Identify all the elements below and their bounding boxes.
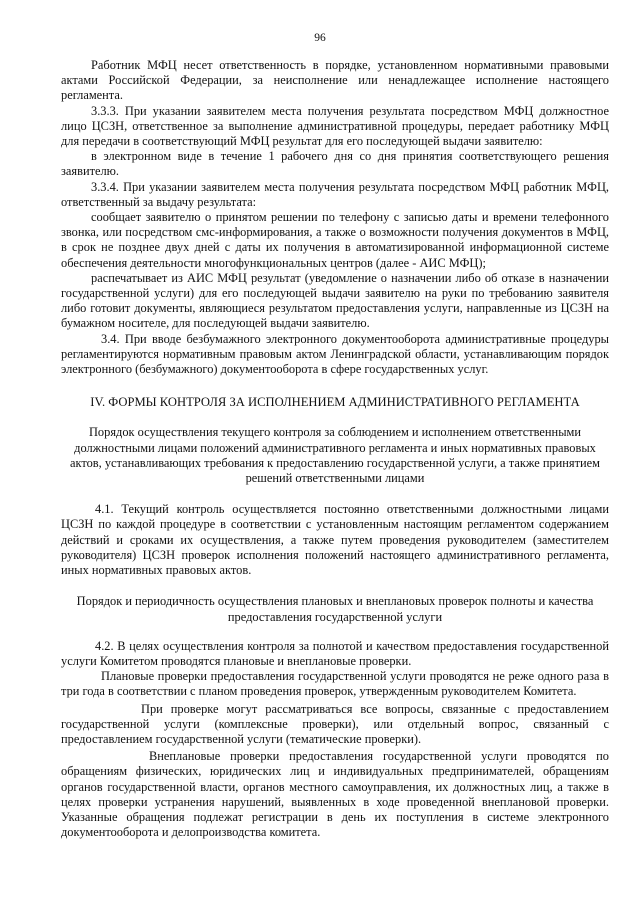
paragraph-4-2: 4.2. В целях осуществления контроля за полнотой и качеством предоставления государственной услуги Комитетом проводятся плановые и внеплановые проверки.: [61, 638, 609, 668]
paragraph-3-4: 3.4. При вводе безбумажного электронного документооборота административные процедуры регламентируются нормативным правовым актом Ленинградской области, устанавливающим порядок электронного (безбумажного) документооборота в сфере государственных услуг.: [61, 331, 609, 377]
paragraph-3-3-4: 3.3.4. При указании заявителем места получения результата посредством МФЦ работник МФЦ, ответственный за выдачу результата:: [61, 179, 609, 209]
section-title: IV. ФОРМЫ КОНТРОЛЯ ЗА ИСПОЛНЕНИЕМ АДМИНИСТРАТИВНОГО РЕГЛАМЕНТА: [90, 395, 580, 410]
page-number: 96: [314, 32, 326, 44]
document-body: [61, 58, 609, 840]
paragraph-unplanned-inspections: Внеплановые проверки предоставления государственной услуги проводятся по обращениям физических, юридических лиц и индивидуальных предпринимателей, обращениям органов государственной власти, органов местного самоуправления, их должностных лиц, а также в целях проверки устранения нарушений, выявленных в ходе проведенной внеплановой проверки. Указанные обращения подлежат регистрации в день их поступления в системе электронного документооборота и делопроизводства комитета.: [61, 749, 609, 840]
subtitle-current-control: Порядок осуществления текущего контроля за соблюдением и исполнением ответственными должностными лицами положений административного регламента и иных нормативных правовых актов, устанавливающих требования к предоставлению государственной услуги, а также принятием решений ответственными лицами: [69, 425, 601, 486]
paragraph-print-result: распечатывает из АИС МФЦ результат (уведомление о назначении либо об отказе в назначении государственной услуги) для его последующей выдачи заявителю на руки по требованию заявителя либо готовит документы, являющиеся результатом предоставления услуги, направленные из ЦСЗН на бумажном носителе, для последующей выдачи заявителю.: [61, 270, 609, 331]
subtitle-inspections: Порядок и периодичность осуществления плановых и внеплановых проверок полноты и качества предоставления государственной услуги: [76, 594, 594, 624]
paragraph-3-3-3: 3.3.3. При указании заявителем места получения результата посредством МФЦ должностное лицо ЦСЗН, ответственное за выполнение административной процедуры, передает работнику МФЦ для передачи в соответствующий МФЦ результат для его последующей выдачи заявителю:: [61, 103, 609, 149]
paragraph-notify-applicant: сообщает заявителю о принятом решении по телефону с записью даты и времени телефонного звонка, или посредством смс-информирования, а также о возможности получения документов в МФЦ, в срок не позднее двух дней с даты их получения в автоматизированной информационной системе обеспечения деятельности многофункциональных центров (далее - АИС МФЦ);: [61, 210, 609, 270]
paragraph-mfc-responsibility: Работник МФЦ несет ответственность в порядке, установленном нормативными правовыми актами Российской Федерации, за неисполнение или ненадлежащее исполнение настоящего регламента.: [61, 58, 609, 103]
paragraph-planned-inspections: Плановые проверки предоставления государственной услуги проводятся не реже одного раза в три года в соответствии с планом проведения проверок, утвержденным руководителем Комитета.: [61, 669, 609, 699]
paragraph-inspection-scope: При проверке могут рассматриваться все вопросы, связанные с предоставлением государственной услуги (комплексные проверки), или отдельный вопрос, связанный с предоставлением государственной услуги (тематические проверки).: [61, 701, 609, 746]
paragraph-electronic-delivery: в электронном виде в течение 1 рабочего дня со дня принятия соответствующего решения заявителю.: [61, 149, 609, 179]
paragraph-4-1: 4.1. Текущий контроль осуществляется постоянно ответственными должностными лицами ЦСЗН по каждой процедуре в соответствии с установленным настоящим регламентом содержанием действий и сроками их осуществления, а также путем проведения руководителем (заместителем руководителя) ЦСЗН проверок исполнения положений настоящего административного регламента, иных нормативных правовых актов.: [61, 502, 609, 578]
